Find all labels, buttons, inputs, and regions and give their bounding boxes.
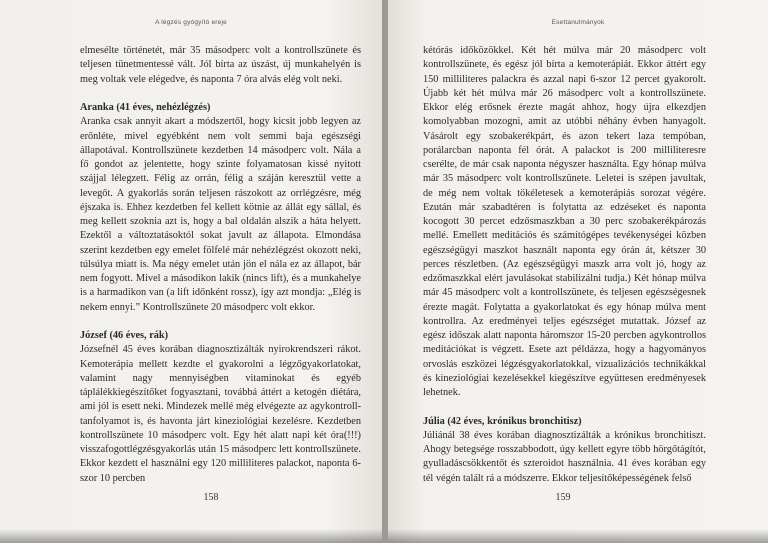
page-number: 158 bbox=[203, 492, 219, 503]
paragraph: Józsefnél 45 éves korában diagnosztizálták nyirokrendszeri rákot. Kemoterápia mellett kezdte el gyakorolni a légzőgyakorlatokat, valamint nagy mennyiségben vitaminokat és egyéb táplálékkiegészítőket fogyasztani, továbbá áttért a ketogén diétára, ami jól is esett neki. Mindezek mellé még elvégezte az agykontroll-tanfolyamot is, és havonta járt kineziológiai kezelésre. Kezdetben kontrollszünete 10 másodperc volt. Egy hét alatt napi két óra(!!!) visszafogottlégzésgyakorlás után 15 másodperc lett kontrollszünete. Ekkor kezdett el használni egy 120 milliliteres palackot, naponta 6-szor 10 percben bbox=[80, 344, 361, 484]
paragraph: elmesélte történetét, már 35 másodperc volt a kontrollszünete és teljesen tünetmentessé vált. Jól bírta az úszást, új munkahelyén is meg voltak vele elégedve, és naponta 7 óra alvás elég volt neki. bbox=[80, 45, 361, 85]
case-heading: Aranka (41 éves, nehézlégzés) bbox=[80, 102, 211, 113]
page-number: 159 bbox=[555, 492, 571, 503]
paragraph: Júliánál 38 éves korában diagnosztizálták a krónikus bronchitiszt. Ahogy betegsége rosszabbodott, úgy kellett egyre több hörgőtágítót, gyulladáscsökkentőt és szteroidot használnia. 41 éves korában egy tél végén talált rá a módszerre. Ekkor teljesítőképességének felső bbox=[423, 429, 706, 484]
right-page bbox=[388, 0, 768, 543]
case-heading: József (46 éves, rák) bbox=[80, 330, 169, 341]
paragraph: kétórás időközökkel. Két hét múlva már 20 másodperc volt kontrollszünete, és egész jól bírta a kemoterápiát. Ekkor áttért egy 150 milliliteres palackra és azzal napi 6-szor 12 percet gyakorolt. Újabb két hét múlva már 26 másodperc volt a kontrollszünete. Ekkor elég erősnek érezte magát ahhoz, hogy újra elkezdjen komolyabban mozogni, amit az utóbbi néhány évben hanyagolt. Vásárolt egy szobakerékpárt, és azon tekert laza tempóban, porálarcban naponta fél órát. A palackot is 200 milliliteresre cserélte, de már csak naponta négyszer használta. Egy hónap múlva már 35 másodperc volt kontrollszünete. Leletei is szépen javultak, de még nem voltak tökéletesek a kemoterápiás sorozat végére. Ezután már szabadtéren is folytatta az edzéseket és naponta kocogott 30 percet edzősmaszkban a 30 perc szobakerékpározás mellé. Emellett meditációs és számítógépes tevékenységei közben egészségügyi maszkot használt naponta egy órán át, kétszer 30 perces részletben. (Az egészségügyi maszk arra volt jó, hogy az edzőmaszkkal elért javulásokat stabilizálni tudja.) Két hónap múlva már 45 másodperc volt a kontrollszünete, és teljesen egészségesnek érezte magát. Folytatta a gyakorlatokat és egy hónap múlva ment kontrollra. Az eredményei teljes egészséget mutattak. József az egész időszak alatt naponta háromszor 15-20 percben agykontrollos meditációkat is végzett. Esete azt példázza, hogy a hagyományos orvoslás eszközei légzésgyakorlatokkal, vizualizációs technikákkal és kineziológiai kezelésekkel kiegészítve együttesen eredményesek lehetnek. bbox=[423, 45, 706, 398]
paragraph: Aranka csak annyit akart a módszertől, hogy kicsit jobb legyen az erőnléte, mivel egyébként nem volt semmi baja egészségi állapotával. Kontrollszünete kezdetben 14 másodperc volt. Nála a fő gondot az jelentette, hogy szinte folyamatosan kissé nyitott szájjal lélegzett. Félig az orrán, félig a száján keresztül vette a levegőt. A gyakorlás során teljesen rászokott az orrlégzésre, még éjszaka is. Ehhez kezdetben fel kellett kötnie az állát egy sállal, és meg kellett szoknia azt is, hogy a bal oldalán alszik a háta helyett. Ezektől a változtatásoktól sokat javult az állapota. Elmondása szerint kezdetben egy emelet fölfelé már nehézlégzést okozott neki, túlsúlya miatt is. Ma négy emelet után jön el nála ez az állapot, bár nem fogyott. Mivel a másodikon lakik (nincs lift), és a munkahelye is a harmadikon van (a lift időnként rossz), így azt mondja: „Elég is nekem ennyi.” Kontrollszünete 20 másodperc volt ekkor. bbox=[80, 116, 361, 313]
running-head: Esettanulmányok bbox=[551, 19, 605, 26]
body-text bbox=[423, 44, 706, 486]
left-page bbox=[0, 0, 382, 543]
running-head: A légzés gyógyító ereje bbox=[155, 19, 227, 26]
body-text bbox=[80, 44, 361, 486]
case-heading: Júlia (42 éves, krónikus bronchitisz) bbox=[423, 415, 582, 427]
